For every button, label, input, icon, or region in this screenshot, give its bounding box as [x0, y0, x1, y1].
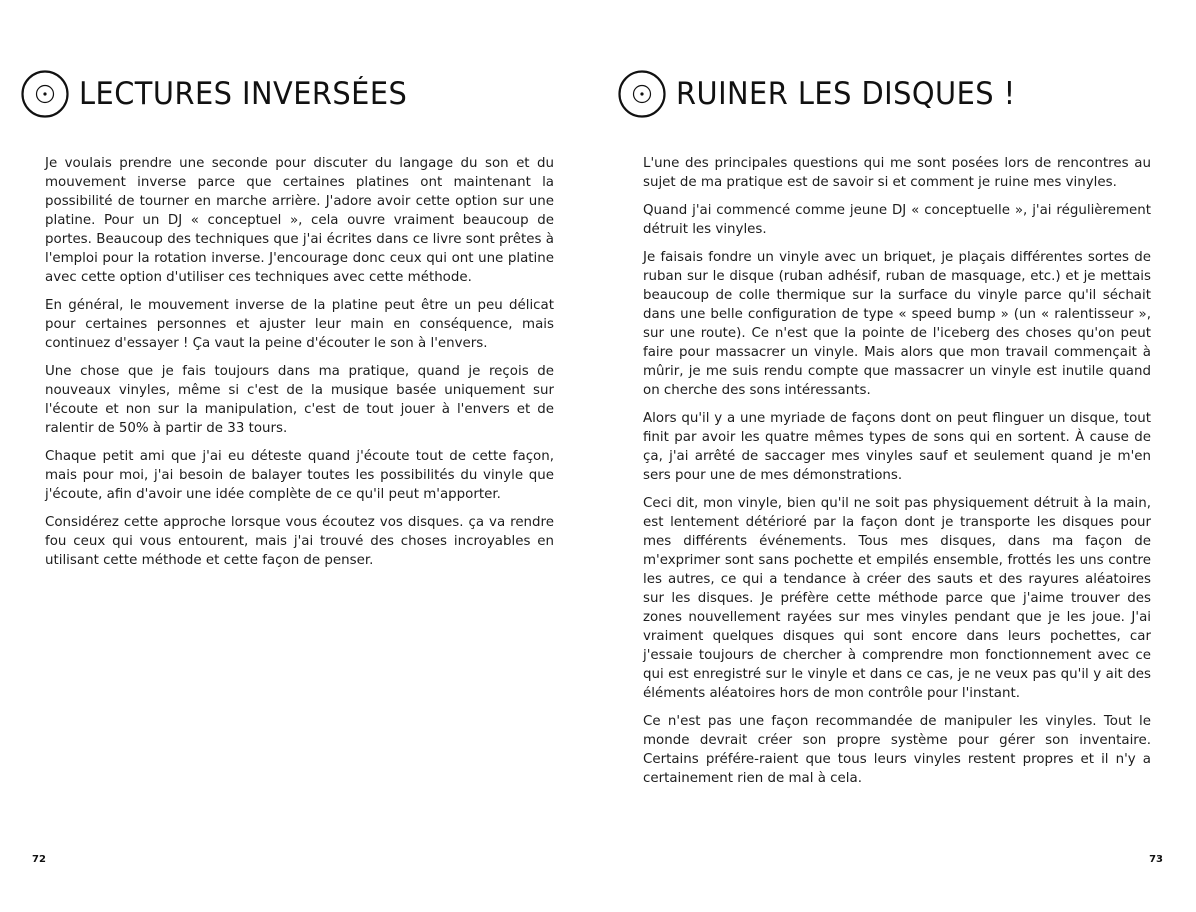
paragraph: En général, le mouvement inverse de la platine peut être un peu délicat pour certaines personnes et ajuster leur main en conséquence, mais continuez d'essayer ! Ça vaut la peine d'écouter le son à l'envers. — [45, 298, 554, 351]
right-heading — [618, 70, 1041, 118]
body-text — [643, 154, 1151, 797]
paragraph: Je faisais fondre un vinyle avec un briquet, je plaçais différentes sortes de ruban sur le disque (ruban adhésif, ruban de masquage, etc.) et je mettais beaucoup de colle thermique sur la surface du vinyle parce qu'il séchait dans une belle configuration de type « speed bump » (un « ralentisseur », sur une route). Ce n'est que la pointe de l'iceberg des choses qu'on peut faire pour massacrer un vinyle. Mais alors que mon travail commençait à mûrir, je me suis rendu compte que massacrer un vinyle est inutile quand on cherche des sons intéressants. — [643, 250, 1151, 398]
paragraph: Considérez cette approche lorsque vous écoutez vos disques. ça va rendre fou ceux qui vous entourent, mais j'ai trouvé des choses incroyables en utilisant cette méthode et cette façon de penser. — [45, 515, 554, 568]
paragraph: Une chose que je fais toujours dans ma pratique, quand je reçois de nouveaux vinyles, même si c'est de la musique basée uniquement sur l'écoute et non sur la manipulation, c'est de tout jouer à l'envers et de ralentir de 50% à partir de 33 tours. — [45, 364, 554, 436]
right-page — [598, 0, 1196, 912]
page-title: RUINER LES DISQUES ! — [676, 76, 1016, 112]
paragraph: Quand j'ai commencé comme jeune DJ « conceptuelle », j'ai régulièrement détruit les vinyles. — [643, 203, 1151, 237]
paragraph: Ceci dit, mon vinyle, bien qu'il ne soit pas physiquement détruit à la main, est lentement détérioré par la façon dont je transporte les disques pour mes différents événements. Tous mes disques, dans ma façon de m'exprimer sont sans pochette et empilés ensemble, frottés les uns contre les autres, ce qui a tendance à créer des sauts et des rayures aléatoires sur les disques. Je préfère cette méthode parce que j'aime trouver des zones nouvellement rayées sur mes vinyles pendant que je les joue. J'ai vraiment quelques disques qui sont encore dans leurs pochettes, car j'essaie toujours de chercher à comprendre mon fonctionnement avec ce qui est enregistré sur le vinyle et dans ce cas, je ne veux pas qu'il y ait des éléments aléatoires hors de mon contrôle pour l'instant. — [643, 496, 1151, 701]
paragraph: Alors qu'il y a une myriade de façons dont on peut flinguer un disque, tout finit par avoir les quatre mêmes types de sons qui en sortent. À cause de ça, j'ai arrêté de saccager mes vinyles sauf et seulement quand je m'en sers pour une de mes démonstrations. — [643, 411, 1151, 483]
page-number: 72 — [32, 854, 46, 865]
page-number: 73 — [1149, 854, 1163, 865]
paragraph: Chaque petit ami que j'ai eu déteste quand j'écoute tout de cette façon, mais pour moi, j'ai besoin de balayer toutes les possibilités du vinyle que j'écoute, afin d'avoir une idée complète de ce qu'il peut m'apporter. — [45, 449, 554, 502]
left-heading — [21, 70, 432, 118]
vinyl-record-icon — [618, 70, 666, 118]
body-text — [45, 154, 554, 579]
paragraph: Je voulais prendre une seconde pour discuter du langage du son et du mouvement inverse parce que certaines platines ont maintenant la possibilité de tourner en marche arrière. J'adore avoir cette option sur une platine. Pour un DJ « conceptuel », cela ouvre vraiment beaucoup de portes. Beaucoup des techniques que j'ai écrites dans ce livre sont prêtes à l'emploi pour la rotation inverse. J'encourage donc ceux qui ont une platine avec cette option d'utiliser ces techniques avec cette méthode. — [45, 156, 554, 285]
paragraph: L'une des principales questions qui me sont posées lors de rencontres au sujet de ma pratique est de savoir si et comment je ruine mes vinyles. — [643, 156, 1151, 190]
vinyl-record-icon — [21, 70, 69, 118]
paragraph: Ce n'est pas une façon recommandée de manipuler les vinyles. Tout le monde devrait créer son propre système pour gérer son inventaire. Certains préfére-raient que tous leurs vinyles restent propres et il n'y a certainement rien de mal à cela. — [643, 714, 1151, 786]
page-title: LECTURES INVERSÉES — [79, 76, 408, 112]
